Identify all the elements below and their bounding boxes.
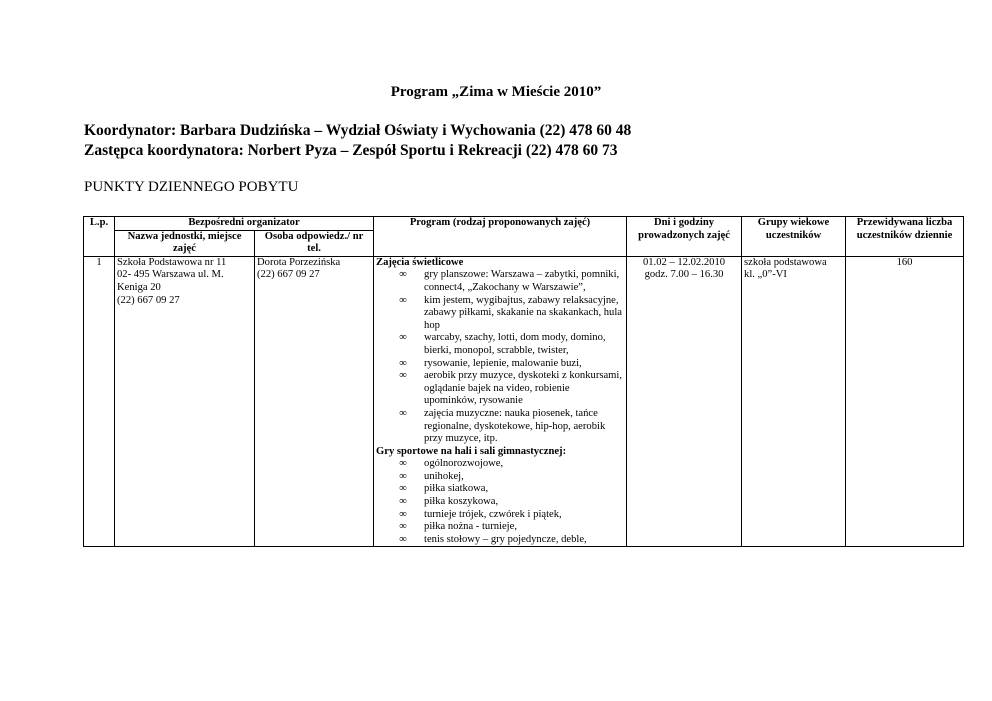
infinity-bullet-icon: ∞ [399,470,407,482]
infinity-bullet-icon: ∞ [399,370,407,382]
infinity-bullet-icon: ∞ [399,407,407,419]
section-title: PUNKTY DZIENNEGO POBYTU [84,179,299,195]
age-line: kl. „0”-VI [744,269,787,281]
program-group-list [376,458,624,546]
unit-line: 02- 495 Warszawa ul. M. [117,269,224,281]
infinity-bullet-icon: ∞ [399,483,407,495]
header-lp: L.p. [84,217,115,257]
row-contact [255,256,374,547]
row-lp: 1 [84,256,115,547]
list-item: ∞ zajęcia muzyczne: nauka piosenek, tańce regionalne, dyskotekowe, hip-hop, aerobik przy muzyce, itp. [376,408,624,446]
unit-line: (22) 667 09 27 [117,294,180,306]
infinity-bullet-icon: ∞ [399,357,407,369]
contact-line: Dorota Porzezińska [257,256,341,268]
list-item: ∞ gry planszowe: Warszawa – zabytki, pomniki, connect4, „Zakochany w Warszawie”, [376,269,624,294]
infinity-bullet-icon: ∞ [399,521,407,533]
program-group-list [376,269,624,445]
header-program: Program (rodzaj proponowanych zajęć) [374,217,627,257]
contact-line: (22) 667 09 27 [257,269,320,281]
header-organizer: Bezpośredni organizator [115,217,374,231]
list-item: ∞ piłka nożna - turnieje, [376,521,624,534]
header-age-groups: Grupy wiekowe uczestników [742,217,846,257]
header-days-hours: Dni i godziny prowadzonych zajęć [627,217,742,257]
program-group-title: Zajęcia świetlicowe [376,256,464,268]
infinity-bullet-icon: ∞ [399,508,407,520]
coordinator-line: Koordynator: Barbara Dudzińska – Wydział Oświaty i Wychowania (22) 478 60 48 [84,122,632,139]
age-line: szkoła podstawowa [744,256,827,268]
list-item: ∞ aerobik przy muzyce, dyskoteki z konkursami, oglądanie bajek na video, robienie upominków, rysowanie [376,370,624,408]
infinity-bullet-icon: ∞ [399,332,407,344]
list-item: ∞ rysowanie, lepienie, malowanie buzi, [376,358,624,371]
header-contact: Osoba odpowiedz./ nr tel. [255,230,374,256]
day-care-table [83,216,964,547]
document-title: Program „Zima w Mieście 2010” [390,84,602,100]
list-item: ∞ tenis stołowy – gry pojedyncze, deble, [376,534,624,547]
table-row [84,256,964,547]
unit-line: Keniga 20 [117,281,161,293]
deputy-coordinator-line: Zastępca koordynatora: Norbert Pyza – Zespół Sportu i Rekreacji (22) 478 60 73 [84,142,618,159]
header-row [84,217,964,231]
list-item: ∞ turnieje trójek, czwórek i piątek, [376,509,624,522]
hours-line: godz. 7.00 – 16.30 [644,269,724,281]
row-unit [115,256,255,547]
days-line: 01.02 – 12.02.2010 [642,256,726,268]
infinity-bullet-icon: ∞ [399,269,407,281]
infinity-bullet-icon: ∞ [399,533,407,545]
infinity-bullet-icon: ∞ [399,458,407,470]
row-program [374,256,627,547]
list-item: ∞ ogólnorozwojowe, [376,458,624,471]
header-expected-participants: Przewidywana liczba uczestników dziennie [846,217,964,257]
list-item: ∞ kim jestem, wygibajtus, zabawy relaksacyjne, zabawy piłkami, skakanie na skakankach, hula hop [376,295,624,333]
infinity-bullet-icon: ∞ [399,496,407,508]
infinity-bullet-icon: ∞ [399,294,407,306]
list-item: ∞ warcaby, szachy, lotti, dom mody, domino, bierki, monopol, scrabble, twister, [376,332,624,357]
row-age-groups [742,256,846,547]
program-group-title: Gry sportowe na hali i sali gimnastycznej: [376,445,567,457]
list-item: ∞ piłka siatkowa, [376,483,624,496]
list-item: ∞ piłka koszykowa, [376,496,624,509]
row-expected-participants: 160 [846,256,964,547]
list-item: ∞ unihokej, [376,471,624,484]
unit-line: Szkoła Podstawowa nr 11 [117,256,227,268]
header-unit-name: Nazwa jednostki, miejsce zajęć [115,230,255,256]
row-days-hours [627,256,742,547]
